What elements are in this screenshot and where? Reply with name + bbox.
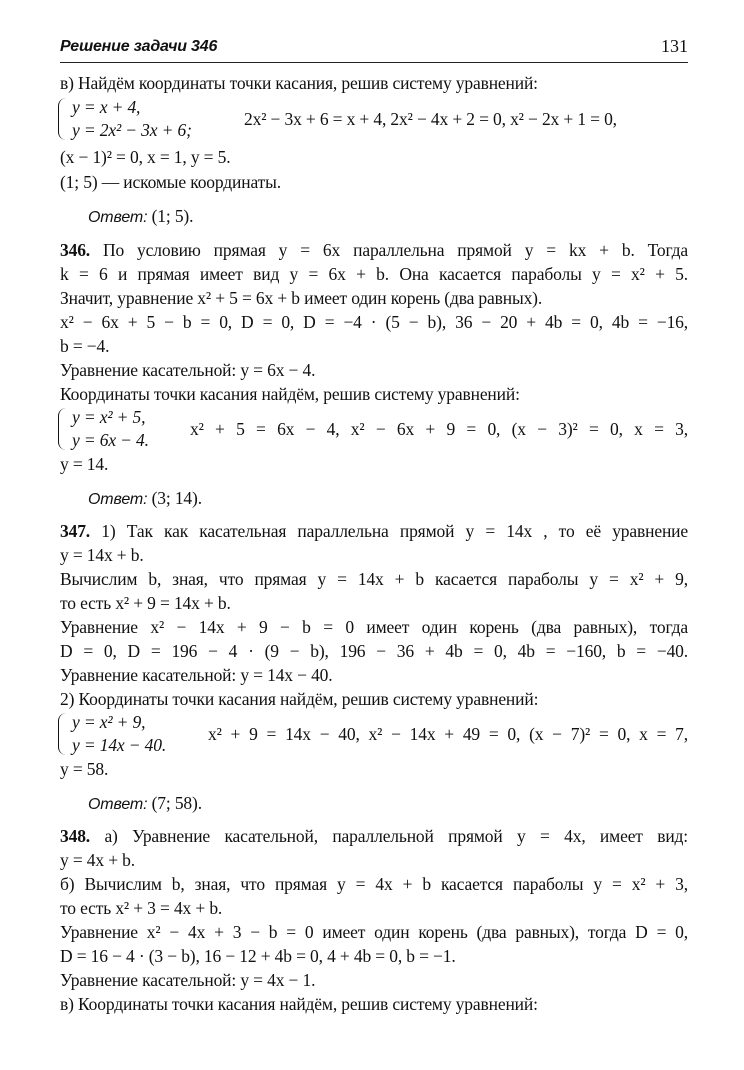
text-line: D = 0, D = 196 − 4 · (9 − b), 196 − 36 + 4b = 0, 4b = −160, b = −40. — [60, 641, 688, 661]
answer-value: (1; 5). — [151, 206, 194, 226]
running-title: Решение задачи 346 — [60, 38, 218, 55]
system-equation: y = 6x − 4. — [72, 430, 149, 450]
system-brace — [58, 98, 69, 140]
text-line: 2x² − 3x + 6 = x + 4, 2x² − 4x + 2 = 0, x² − 2x + 1 = 0, — [244, 109, 617, 129]
text-line: то есть x² + 9 = 14x + b. — [60, 593, 231, 613]
text-line: x² + 9 = 14x − 40, x² − 14x + 49 = 0, (x − 7)² = 0, x = 7, — [208, 724, 688, 744]
text-line: Значит, уравнение x² + 5 = 6x + b имеет один корень (два равных). — [60, 288, 543, 308]
answer-value: (7; 58). — [151, 793, 202, 813]
text-line: Уравнение x² − 14x + 9 − b = 0 имеет один корень (два равных), тогда — [60, 617, 688, 637]
problem-number: 346. — [60, 240, 91, 260]
answer — [88, 792, 202, 816]
problem-number: 348. — [60, 826, 91, 846]
text-line: Координаты точки касания найдём, решив систему уравнений: — [60, 384, 520, 404]
problem-number: 347. — [60, 521, 91, 541]
text-line: x² + 5 = 6x − 4, x² − 6x + 9 = 0, (x − 3)² = 0, x = 3, — [190, 419, 688, 439]
text-line: Уравнение x² − 4x + 3 − b = 0 имеет один корень (два равных), тогда D = 0, — [60, 922, 688, 942]
text-line: Уравнение касательной: y = 6x − 4. — [60, 360, 316, 380]
text-line: 2) Координаты точки касания найдём, решив систему уравнений: — [60, 689, 539, 709]
page-number: 131 — [661, 36, 688, 56]
text-line: в) Найдём координаты точки касания, решив систему уравнений: — [60, 73, 538, 93]
text-line: (x − 1)² = 0, x = 1, y = 5. — [60, 147, 231, 167]
answer — [88, 487, 202, 511]
answer-value: (3; 14). — [151, 488, 202, 508]
text-line: то есть x² + 3 = 4x + b. — [60, 898, 223, 918]
system-equation: y = x + 4, — [72, 97, 141, 117]
text-line: в) Координаты точки касания найдём, решив систему уравнений: — [60, 994, 538, 1014]
text-line: y = 14x + b. — [60, 545, 144, 565]
system-brace — [58, 713, 69, 755]
text-line: y = 4x + b. — [60, 850, 135, 870]
text-line: y = 58. — [60, 759, 109, 779]
system-equation: y = 2x² − 3x + 6; — [72, 120, 192, 140]
system-equation: y = x² + 9, — [72, 712, 146, 732]
answer — [88, 205, 193, 229]
text-line: D = 16 − 4 · (3 − b), 16 − 12 + 4b = 0, 4 + 4b = 0, b = −1. — [60, 946, 456, 966]
text-line: 348. а) Уравнение касательной, параллельной прямой y = 4x, имеет вид: — [60, 826, 688, 846]
system-equation: y = x² + 5, — [72, 407, 146, 427]
answer-label: Ответ: — [88, 796, 148, 813]
text-line: y = 14. — [60, 454, 109, 474]
text-line: x² − 6x + 5 − b = 0, D = 0, D = −4 · (5 − b), 36 − 20 + 4b = 0, 4b = −16, — [60, 312, 688, 332]
text-line: Уравнение касательной: y = 14x − 40. — [60, 665, 333, 685]
text-line: б) Вычислим b, зная, что прямая y = 4x + b касается параболы y = x² + 3, — [60, 874, 688, 894]
text-line: 347. 1) Так как касательная параллельна прямой y = 14x , то её уравнение — [60, 521, 689, 541]
text-line: Уравнение касательной: y = 4x − 1. — [60, 970, 316, 990]
text-line: Вычислим b, зная, что прямая y = 14x + b касается параболы y = x² + 9, — [60, 569, 688, 589]
system-equation: y = 14x − 40. — [72, 735, 167, 755]
text-line: b = −4. — [60, 336, 110, 356]
text-line: (1; 5) — искомые координаты. — [60, 172, 281, 192]
answer-label: Ответ: — [88, 209, 148, 226]
system-brace — [58, 408, 69, 450]
text-line: k = 6 и прямая имеет вид y = 6x + b. Она касается параболы y = x² + 5. — [60, 264, 688, 284]
text-line: 346. По условию прямая y = 6x параллельна прямой y = kx + b. Тогда — [60, 240, 688, 260]
page-header — [60, 34, 688, 63]
answer-label: Ответ: — [88, 491, 148, 508]
